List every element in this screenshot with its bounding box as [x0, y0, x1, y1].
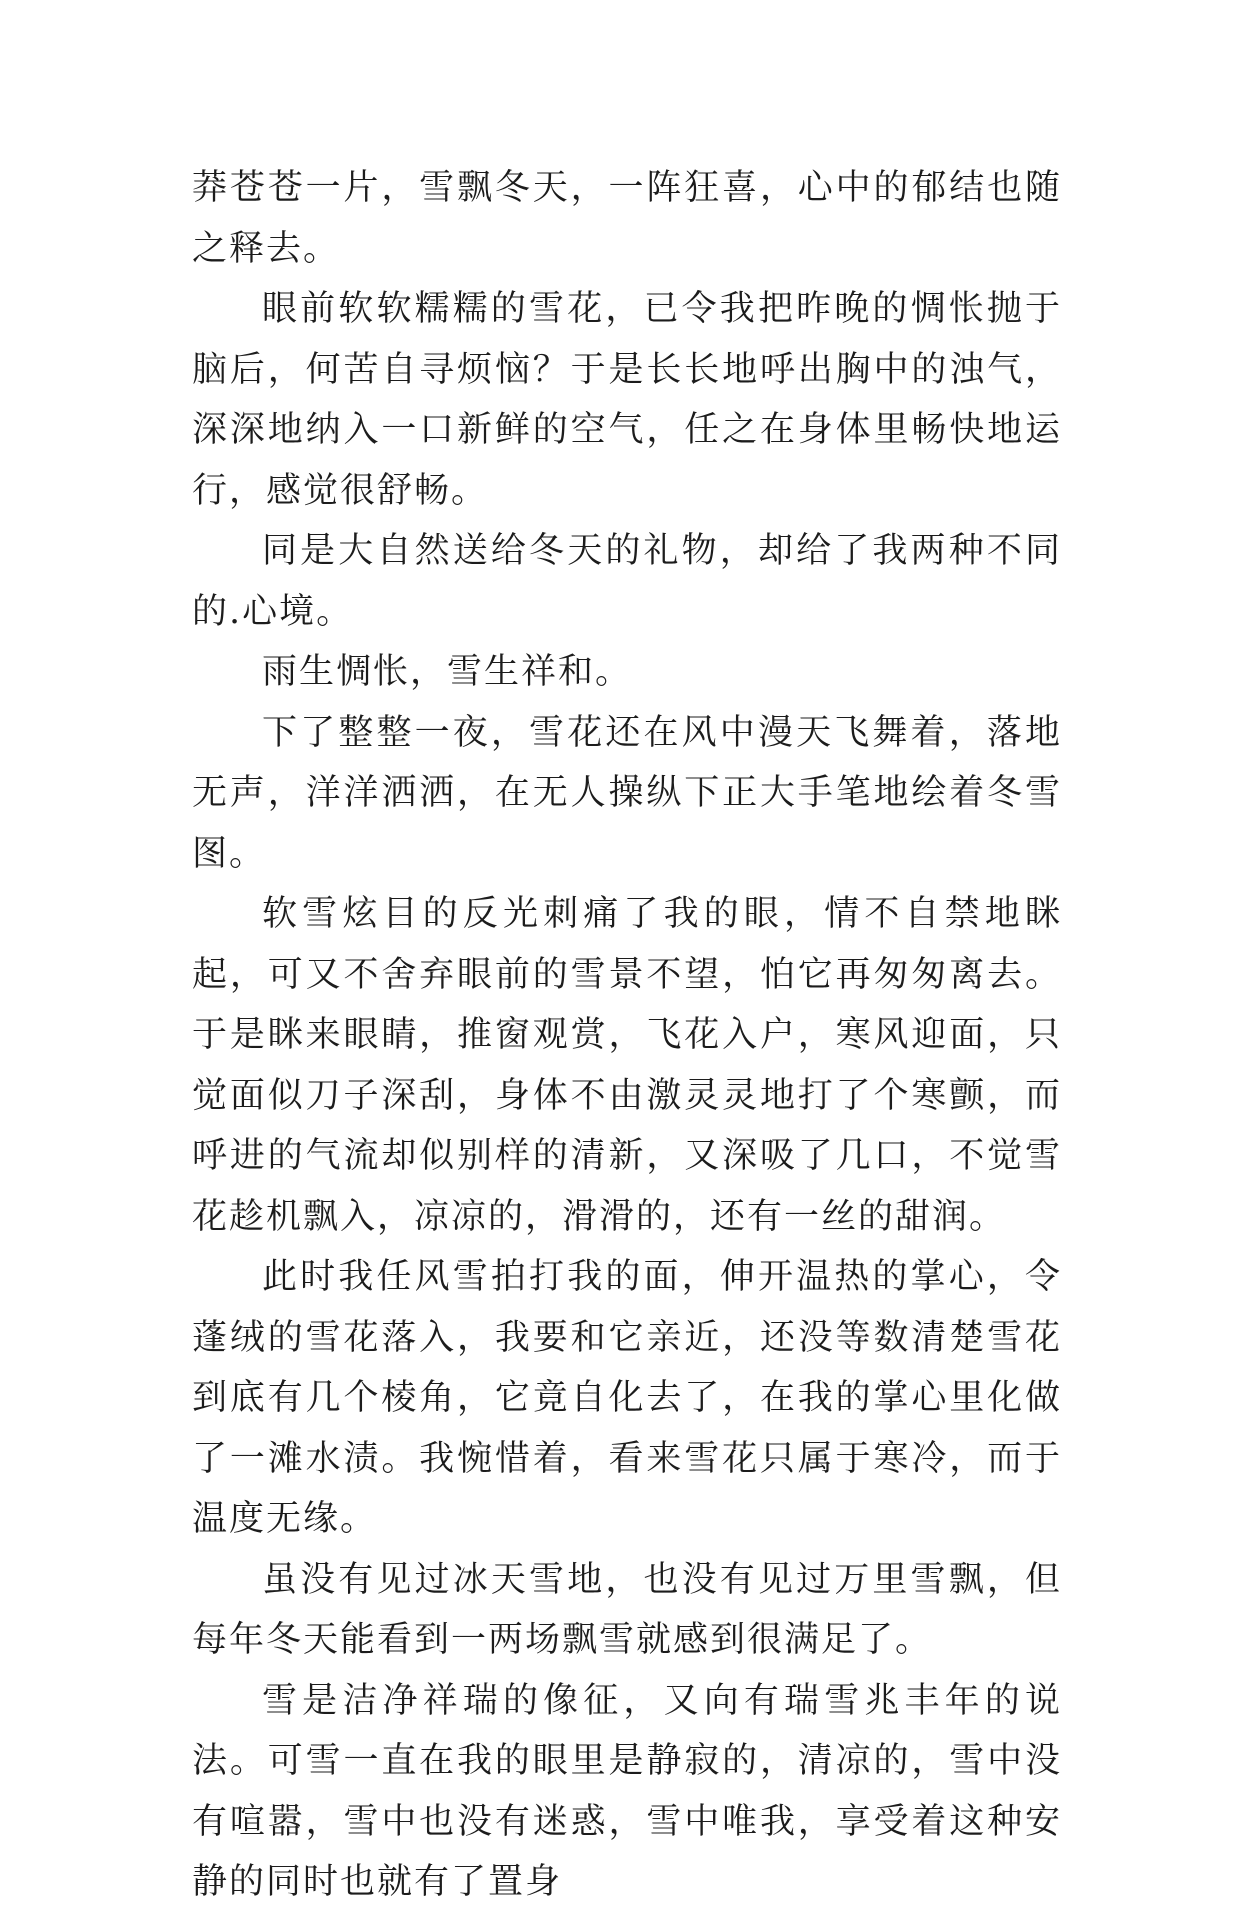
paragraph: 雪是洁净祥瑞的像征，又向有瑞雪兆丰年的说法。可雪一直在我的眼里是静寂的，清凉的，雪中没有喧嚣，雪中也没有迷惑，雪中唯我，享受着这种安静的同时也就有了置身 [192, 1680, 1062, 1902]
paragraph: 莽苍苍一片，雪飘冬天，一阵狂喜，心中的郁结也随之释去。 [192, 168, 1062, 269]
paragraph: 此时我任风雪拍打我的面，伸开温热的掌心，令蓬绒的雪花落入，我要和它亲近，还没等数清楚雪花到底有几个棱角，它竟自化去了，在我的掌心里化做了一滩水渍。我惋惜着，看来雪花只属于寒冷，而于温度无缘。 [192, 1257, 1062, 1539]
paragraph: 同是大自然送给冬天的礼物，却给了我两种不同的.心境。 [192, 531, 1062, 632]
paragraph: 眼前软软糯糯的雪花，已令我把昨晚的惆怅抛于脑后，何苦自寻烦恼？于是长长地呼出胸中的浊气，深深地纳入一口新鲜的空气，任之在身体里畅快地运行，感觉很舒畅。 [192, 289, 1062, 511]
paragraph: 下了整整一夜，雪花还在风中漫天飞舞着，落地无声，洋洋洒洒，在无人操纵下正大手笔地绘着冬雪图。 [192, 712, 1062, 874]
paragraph: 软雪炫目的反光刺痛了我的眼，情不自禁地眯起，可又不舍弃眼前的雪景不望，怕它再匆匆离去。于是眯来眼睛，推窗观赏，飞花入户，寒风迎面，只觉面似刀子深刮，身体不由激灵灵地打了个寒颤，而呼进的气流却似别样的清新，又深吸了几口，不觉雪花趁机飘入，凉凉的，滑滑的，还有一丝的甜润。 [192, 894, 1062, 1237]
document-body [192, 158, 1062, 1913]
paragraph: 虽没有见过冰天雪地，也没有见过万里雪飘，但每年冬天能看到一两场飘雪就感到很满足了。 [192, 1559, 1062, 1660]
paragraph: 雨生惆怅，雪生祥和。 [262, 652, 633, 692]
